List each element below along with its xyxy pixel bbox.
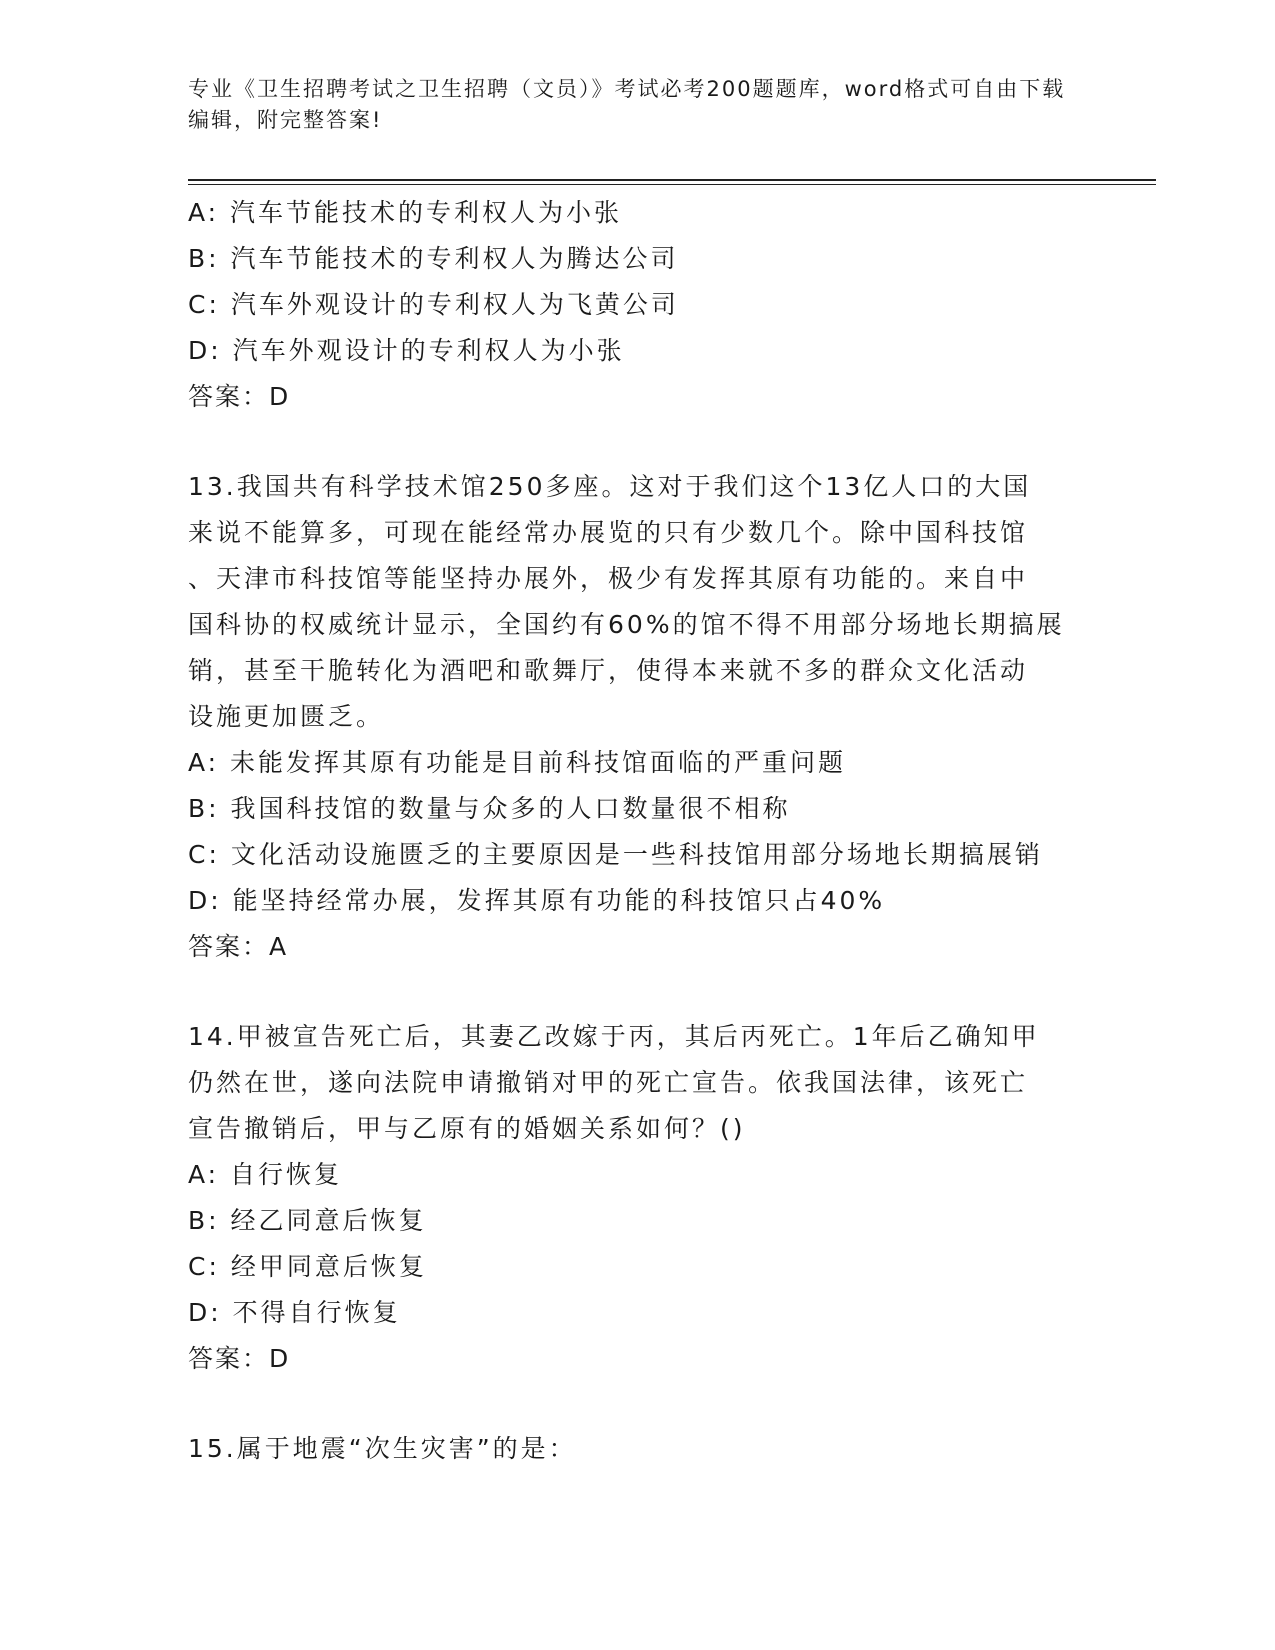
q14-option-b: B: 经乙同意后恢复 xyxy=(188,1206,427,1235)
question-14 xyxy=(188,1014,1088,1382)
q13-option-c: C: 文化活动设施匮乏的主要原因是一些科技馆用部分场地长期搞展销 xyxy=(188,840,1043,869)
q12-option-c: C: 汽车外观设计的专利权人为飞黄公司 xyxy=(188,290,679,319)
document-content xyxy=(188,190,1088,1472)
spacer xyxy=(188,1382,1088,1426)
spacer xyxy=(188,970,1088,1014)
q14-stem-line: 仍然在世，遂向法院申请撤销对甲的死亡宣告。依我国法律，该死亡 xyxy=(188,1068,1029,1097)
q13-option-a: A: 未能发挥其原有功能是目前科技馆面临的严重问题 xyxy=(188,748,847,777)
q12-option-d: D: 汽车外观设计的专利权人为小张 xyxy=(188,336,625,365)
q12-option-a: A: 汽车节能技术的专利权人为小张 xyxy=(188,198,623,227)
q13-stem-line: 13.我国共有科学技术馆250多座。这对于我们这个13亿人口的大国 xyxy=(188,472,1032,501)
header-rule-thin xyxy=(188,184,1156,185)
q13-stem-line: 、天津市科技馆等能坚持办展外，极少有发挥其原有功能的。来自中 xyxy=(188,564,1029,593)
q15-stem-line: 15.属于地震“次生灾害”的是： xyxy=(188,1434,577,1463)
spacer xyxy=(188,420,1088,464)
q14-option-d: D: 不得自行恢复 xyxy=(188,1298,401,1327)
q13-stem-line: 来说不能算多，可现在能经常办展览的只有少数几个。除中国科技馆 xyxy=(188,518,1029,547)
q14-stem-line: 14.甲被宣告死亡后，其妻乙改嫁于丙，其后丙死亡。1年后乙确知甲 xyxy=(188,1022,1040,1051)
q14-stem-line: 宣告撤销后，甲与乙原有的婚姻关系如何？() xyxy=(188,1114,746,1143)
q12-option-b: B: 汽车节能技术的专利权人为腾达公司 xyxy=(188,244,679,273)
question-12 xyxy=(188,190,1088,420)
q13-option-d: D: 能坚持经常办展，发挥其原有功能的科技馆只占40% xyxy=(188,886,886,915)
q13-stem-line: 国科协的权威统计显示，全国约有60%的馆不得不用部分场地长期搞展 xyxy=(188,610,1065,639)
q14-option-a: A: 自行恢复 xyxy=(188,1160,343,1189)
q13-answer: 答案：A xyxy=(188,932,289,961)
header-rule-thick xyxy=(188,179,1156,181)
q14-option-c: C: 经甲同意后恢复 xyxy=(188,1252,427,1281)
q14-answer: 答案：D xyxy=(188,1344,291,1373)
q12-answer: 答案：D xyxy=(188,382,291,411)
q13-option-b: B: 我国科技馆的数量与众多的人口数量很不相称 xyxy=(188,794,791,823)
document-header: 专业《卫生招聘考试之卫生招聘（文员）》考试必考200题题库，word格式可自由下载编辑，附完整答案! xyxy=(188,77,1066,132)
q13-stem-line: 设施更加匮乏。 xyxy=(188,702,385,731)
question-15 xyxy=(188,1426,1088,1472)
question-13 xyxy=(188,464,1088,970)
q13-stem-line: 销，甚至干脆转化为酒吧和歌舞厅，使得本来就不多的群众文化活动 xyxy=(188,656,1029,685)
